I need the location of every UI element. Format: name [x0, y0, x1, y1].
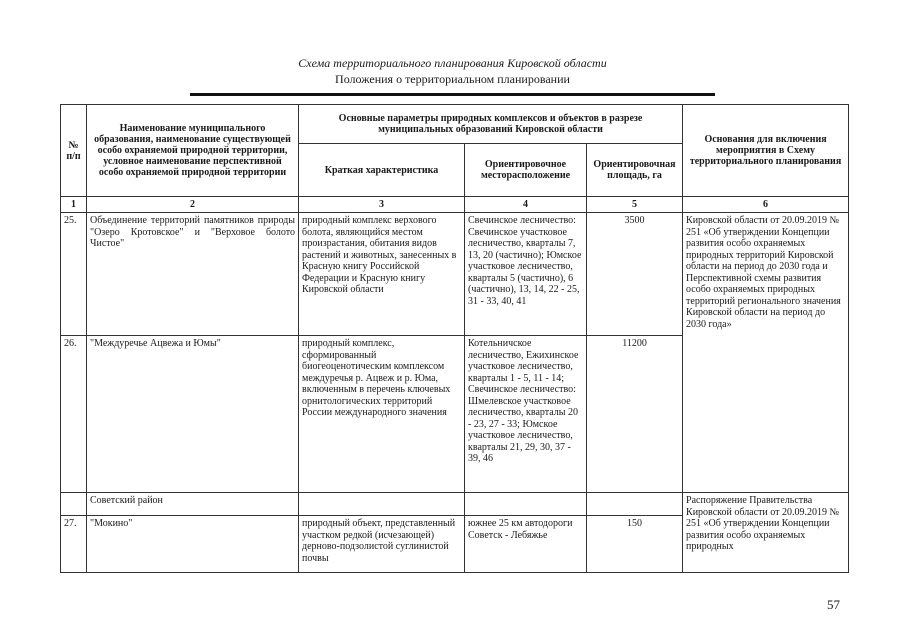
- territory-basis: Кировской области от 20.09.2019 № 251 «Об утверждении Концепции развития особо охраняемых природных территорий Кировской области на период до 2030 года и Перспективной схемы развития особо охраняемых природных территорий регионального значения Кировской области на период до 2030 года»: [683, 213, 849, 493]
- territory-name: "Мокино": [87, 516, 299, 573]
- row-number: 26.: [61, 336, 87, 493]
- table-header-row: [61, 105, 849, 144]
- table-row-section: [61, 493, 849, 516]
- territory-area: 3500: [587, 213, 683, 336]
- table-row: [61, 213, 849, 336]
- header-location: Ориентировочное месторасположение: [465, 144, 587, 197]
- territory-area: 150: [587, 516, 683, 573]
- column-number: 1: [61, 197, 87, 213]
- header-name: Наименование муниципального образования, наименование существующей особо охраняемой природной территории, условное наименование перспективной особо охраняемой природной территории: [87, 105, 299, 197]
- territory-location: [465, 493, 587, 516]
- territory-area: 11200: [587, 336, 683, 493]
- column-number: 6: [683, 197, 849, 213]
- header-params-group: Основные параметры природных комплексов и объектов в разрезе муниципальных образований Кировской области: [299, 105, 683, 144]
- district-name: Советский район: [87, 493, 299, 516]
- territory-description: природный объект, представленный участком редкой (исчезающей) дерново-подзолистой суглинистой почвы: [299, 516, 465, 573]
- column-number: 2: [87, 197, 299, 213]
- territory-basis: Распоряжение Правительства Кировской области от 20.09.2019 № 251 «Об утверждении Концепции развития особо охраняемых природных: [683, 493, 849, 573]
- column-number-row: [61, 197, 849, 213]
- row-number: 25.: [61, 213, 87, 336]
- territory-description: [299, 493, 465, 516]
- row-number: [61, 493, 87, 516]
- territory-description: природный комплекс, сформированный биогеоценотическим комплексом междуречья р. Ацвеж и р. Юма, включенным в перечень ключевых орнитологических территорий России международного значения: [299, 336, 465, 493]
- column-number: 3: [299, 197, 465, 213]
- header-description: Краткая характеристика: [299, 144, 465, 197]
- territory-location: Свечинское лесничество: Свечинское участковое лесничество, кварталы 7, 13, 20 (частично); Юмское участковое лесничество, кварталы 5 (частично), 6 (частично), 13, 14, 22 - 25, 31 - 33, 40, 41: [465, 213, 587, 336]
- page-number: 57: [827, 597, 840, 612]
- header-area: Ориентировочная площадь, га: [587, 144, 683, 197]
- territory-name: Объединение территорий памятников природы "Озеро Кротовское" и "Верховое болото Чистое": [87, 213, 299, 336]
- territory-description: природный комплекс верхового болота, являющийся местом произрастания, обитания видов растений и животных, занесенных в Красную книгу Российской Федерации и Красную книгу Кировской области: [299, 213, 465, 336]
- document-title: Схема территориального планирования Кировской области: [298, 56, 607, 70]
- document-subtitle: Положения о территориальном планировании: [335, 72, 570, 86]
- territory-area: [587, 493, 683, 516]
- header-rule: [190, 93, 715, 96]
- row-number: 27.: [61, 516, 87, 573]
- territory-location: Котельничское лесничество, Ежихинское участковое лесничество, кварталы 1 - 5, 11 - 14; Свечинское лесничество: Шмелевское участковое лесничество, кварталы 20 - 23, 27 - 33; Юмское участковое лесничество, кварталы 21, 29, 30, 37 - 39, 46: [465, 336, 587, 493]
- territory-location: южнее 25 км автодороги Советск - Лебяжье: [465, 516, 587, 573]
- header-num: № п/п: [61, 105, 87, 197]
- header-basis: Основания для включения мероприятия в Схему территориального планирования: [683, 105, 849, 197]
- column-number: 5: [587, 197, 683, 213]
- territory-table: [60, 104, 849, 573]
- column-number: 4: [465, 197, 587, 213]
- territory-name: "Междуречье Ацвежа и Юмы": [87, 336, 299, 493]
